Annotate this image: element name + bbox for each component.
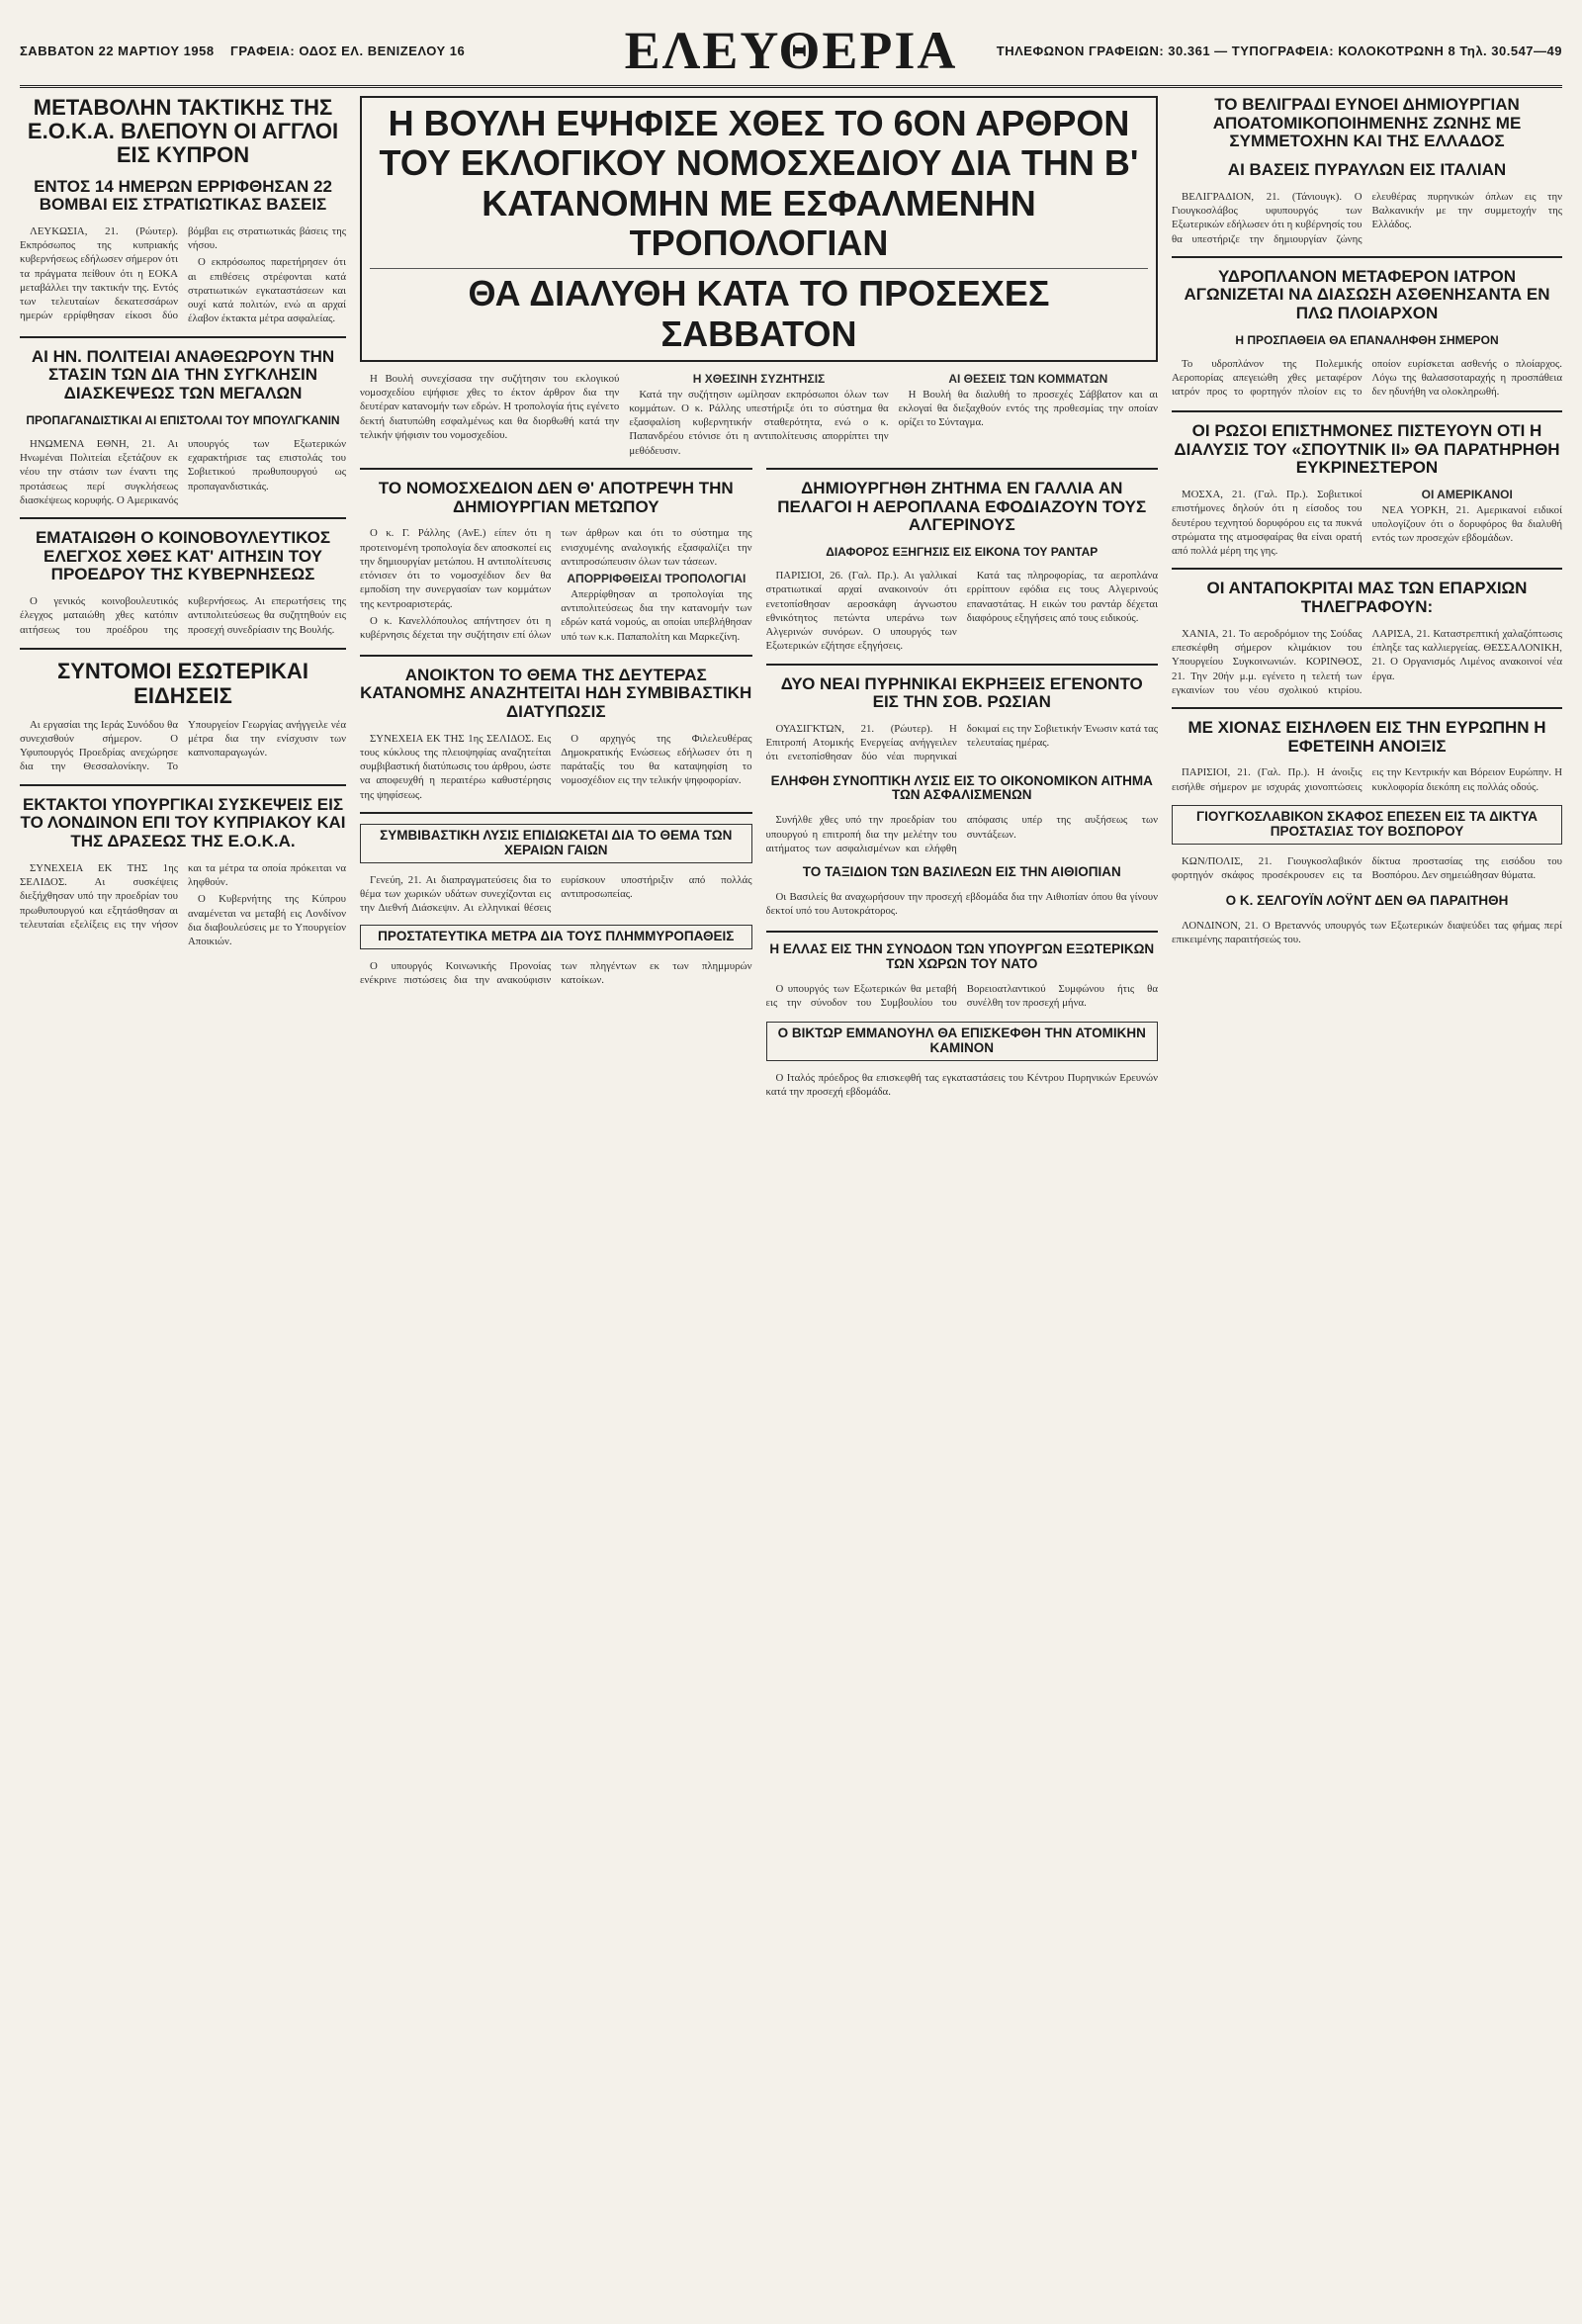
headline-front: ΤΟ ΝΟΜΟΣΧΕΔΙΟΝ ΔΕΝ Θ' ΑΠΟΤΡΕΨΗ ΤΗΝ ΔΗΜΙΟΥΡΓΙΑΝ ΜΕΤΩΠΟΥ [378,478,734,516]
column-1 [20,96,346,2286]
article-allocation [360,732,752,802]
paragraph: ΧΑΝΙΑ, 21. Το αεροδρόμιον της Σούδας επεσκέφθη σήμερον κλιμάκιον του Υπουργείου Συγκοινωνιών. ΚΟΡΙΝΘΟΣ, 21. Την 20ήν μ.μ. εγένετο η τελετή των εγκαινίων του νέου σχολικού κτιρίου. ΛΑΡΙΣΑ, 21. Καταστρεπτική χαλαζόπτωσις έπληξε τας καλλιεργείας. ΘΕΣΣΑΛΟΝΙΚΗ, 21. Ο Οργανισμός Λιμένος ανακοινοί νέα έργα. [1172,627,1562,696]
paragraph: Το υδροπλάνον της Πολεμικής Αεροπορίας απεγειώθη χθες μεταφέρον ιατρόν προς το φορτηγόν πλοίον εις το οποίον ευρίσκεται ασθενής ο πλοίαρχος. Λόγω της θαλασσοταραχής η προσπάθεια δεν ηδυνήθη να ολοκληρωθή. [1172,357,1562,399]
column-3 [766,468,1159,2286]
subheading-amendments: ΑΠΟΡΡΙΦΘΕΙΣΑΙ ΤΡΟΠΟΛΟΓΙΑΙ [567,572,747,586]
paragraph: ΛΕΥΚΩΣΙΑ, 21. (Ρώυτερ). Εκπρόσωπος της κυπριακής κυβερνήσεως εδήλωσεν σήμερον ότι τα πράγματα πείθουν ότι η ΕΟΚΑ μεταβάλλει την τακτικήν της. Εντός των τελευταίων δεκατεσσάρων ημερών ερρίφθησαν είκοσι δύο βόμβαι εις στρατιωτικάς βάσεις της νήσου. [20,224,346,322]
article-france [766,569,1159,654]
article-sputnik [1172,488,1562,558]
paragraph: Οι Βασιλείς θα αναχωρήσουν την προσεχή εβδομάδα δια την Αιθιοπίαν όπου θα γίνουν δεκτοί υπό του Αυτοκράτορος. [765,890,1158,918]
column-4 [1172,96,1562,2286]
paragraph: ΟΥΑΣΙΓΚΤΩΝ, 21. (Ρώυτερ). Η Επιτροπή Ατομικής Ενεργείας ανήγγειλεν ότι ενετοπίσθησαν δύο νέαι πυρηνικαί δοκιμαί εις την Σοβιετικήν Ένωσιν κατά τας τελευταίας ημέρας. [765,722,1158,763]
headline-sputnik: ΟΙ ΡΩΣΟΙ ΕΠΙΣΤΗΜΟΝΕΣ ΠΙΣΤΕΥΟΥΝ ΟΤΙ Η ΔΙΑΛΥΣΙΣ ΤΟΥ «ΣΠΟΥΤΝΙΚ ΙΙ» ΘΑ ΠΑΡΑΤΗΡΗΘΗ ΕΥΚΡΙΝΕΣΤΕΡΟΝ [1174,421,1560,478]
column-2 [360,468,752,2286]
headline-domestic-news: ΣΥΝΤΟΜΟΙ ΕΣΩΤΕΡΙΚΑΙ ΕΙΔΗΣΕΙΣ [57,659,308,708]
article-insured [766,813,1159,855]
paragraph: Κατά την συζήτησιν ωμίλησαν εκπρόσωποι όλων των κομμάτων. Ο κ. Ράλλης υπεστήριξε ότι το σύστημα θα εξασφαλίση κυβερνητικήν σταθερότητα, ενώ ο κ. Παπανδρέου ετόνισε ότι η αντιπολίτευσις απορρίπτει την μεθόδευσιν. [629,388,889,457]
article-domestic-news [20,718,346,774]
article-front [360,526,752,644]
subheadline-radar: ΔΙΑΦΟΡΟΣ ΕΞΗΓΗΣΙΣ ΕΙΣ ΕΙΚΟΝΑ ΤΟΥ ΡΑΝΤΑΡ [826,545,1099,560]
paragraph: ΠΑΡΙΣΙΟΙ, 26. (Γαλ. Πρ.). Αι γαλλικαί στρατιωτικαί αρχαί ανακοινούν ότι ενετοπίσθησαν αεροσκάφη άγνωστου εθνικότητος πετώντα υπεράνω των Αλγερινών συνόρων. Ο υπουργός των Εξωτερικών εζήτησε εξηγήσεις. [765,570,957,653]
subheadline-missiles: ΑΙ ΒΑΣΕΙΣ ΠΥΡΑΥΛΩΝ ΕΙΣ ΙΤΑΛΙΑΝ [1227,160,1507,180]
article-flood [360,959,752,989]
paragraph: ΣΥΝΕΧΕΙΑ ΕΚ ΤΗΣ 1ης ΣΕΛΙΔΟΣ. Εις τους κύκλους της πλειοψηφίας αναζητείται συμβιβαστική διατύπωσις του άρθρου, ώστε να αποφευχθή η περαιτέρω καθυστέρησις της ψηφίσεως. [360,732,552,801]
columns [20,96,1562,2286]
headline-belgrade: ΤΟ ΒΕΛΙΓΡΑΔΙ ΕΥΝΟΕΙ ΔΗΜΙΟΥΡΓΙΑΝ ΑΠΟΑΤΟΜΙΚΟΠΟΙΗΜΕΝΗΣ ΖΩΝΗΣ ΜΕ ΣΥΜΜΕΤΟΧΗΝ ΚΑΙ ΤΗΣ ΕΛΛΑΔΟΣ [1212,96,1522,151]
paragraph: Η Βουλή συνεχίσασα την συζήτησιν του εκλογικού νομοσχεδίου εψήφισε χθες το έκτον άρθρον δια την δευτέραν κατανομήν των εδρών. Η τροπολογία ήτις εγένετο δεκτή διατυπώθη εσφαλμένως και θα διορθωθή κατά την τελικήν ψήφισιν του νομοσχεδίου. [360,372,620,441]
headline-london-meetings: ΕΚΤΑΚΤΟΙ ΥΠΟΥΡΓΙΚΑΙ ΣΥΣΚΕΨΕΙΣ ΕΙΣ ΤΟ ΛΟΝΔΙΝΟΝ ΕΠΙ ΤΟΥ ΚΥΠΡΙΑΚΟΥ ΚΑΙ ΤΗΣ ΔΡΑΣΕΩΣ ΤΗΣ Ε.Ο.Κ.Α. [20,794,346,851]
divider [360,655,752,657]
headline-allocation: ΑΝΟΙΚΤΟΝ ΤΟ ΘΕΜΑ ΤΗΣ ΔΕΥΤΕΡΑΣ ΚΑΤΑΝΟΜΗΣ ΑΝΑΖΗΤΕΙΤΑΙ ΗΔΗ ΣΥΜΒΙΒΑΣΤΙΚΗ ΔΙΑΤΥΠΩΣΙΣ [360,665,752,721]
article-seaplane [1172,357,1562,401]
masthead [20,20,1562,88]
headline-france: ΔΗΜΙΟΥΡΓΗΘΗ ΖΗΤΗΜΑ ΕΝ ΓΑΛΛΙΑ ΑΝ ΠΕΛΑΓΟΙ Η ΑΕΡΟΠΛΑΝΑ ΕΦΟΔΙΑΖΟΥΝ ΤΟΥΣ ΑΛΓΕΡΙΝΟΥΣ [777,478,1147,535]
paragraph: Ο κ. Γ. Ράλλης (ΑνΕ.) είπεν ότι η προτεινομένη τροπολογία δεν αποσκοπεί εις την δημιουργίαν μετώπου. Η αντιπολίτευσις ετόνισεν ότι το νομοσχέδιον δεν θα εμποδίση την συνεργασίαν των κομμάτων της κεντροαριστεράς. [360,527,552,610]
masthead-left [20,44,595,58]
subheadline-bulganin: ΠΡΟΠΑΓΑΝΔΙΣΤΙΚΑΙ ΑΙ ΕΠΙΣΤΟΛΑΙ ΤΟΥ ΜΠΟΥΛΓΚΑΝΙΝ [26,412,340,427]
paragraph: Ο αρχηγός της Φιλελευθέρας Δημοκρατικής Ενώσεως εδήλωσεν ότι η παράταξίς του θα καταψηφίση το νομοσχέδιον εις την τελικήν ψηφοφορίαν. [561,732,752,787]
paragraph: Ο Κυβερνήτης της Κύπρου αναμένεται να μεταβή εις Λονδίνον δια διαβουλεύσεις με το Υπουργείον Αποικιών. [188,893,346,947]
article-bosporus [1172,854,1562,884]
article-victor [766,1071,1159,1103]
lead-article [360,372,1158,458]
newspaper-page [20,20,1562,2284]
office-address: ΓΡΑΦΕΙΑ: ΟΔΟΣ ΕΛ. ΒΕΝΙΖΕΛΟΥ 16 [230,43,466,58]
subheadline-retry: Η ΠΡΟΣΠΑΘΕΙΑ ΘΑ ΕΠΑΝΑΛΗΦΘΗ ΣΗΜΕΡΟΝ [1235,332,1499,347]
headline-snow: ΜΕ ΧΙΟΝΑΣ ΕΙΣΗΛΘΕΝ ΕΙΣ ΤΗΝ ΕΥΡΩΠΗΝ Η ΕΦΕΤΕΙΝΗ ΑΝΟΙΞΙΣ [1187,718,1546,756]
subheadline-bombs: ΕΝΤΟΣ 14 ΗΜΕΡΩΝ ΕΡΡΙΦΘΗΣΑΝ 22 ΒΟΜΒΑΙ ΕΙΣ ΣΤΡΑΤΙΩΤΙΚΑΣ ΒΑΣΕΙΣ [34,176,332,215]
divider [1172,256,1562,258]
paragraph: ΜΟΣΧΑ, 21. (Γαλ. Πρ.). Σοβιετικοί επιστήμονες δηλούν ότι η είσοδος του δευτέρου τεχνητού δορυφόρου εις τα πυκνά στρώματα της ατμοσφαίρας θα είναι ορατή από πολλά μέρη της γης. [1172,489,1362,558]
paragraph: Ο υπουργός των Εξωτερικών θα μεταβή εις την σύνοδον του Συμβουλίου του Βορειοατλαντικού Συμφώνου ήτις θα συνέλθη τον προσεχή μήνα. [765,983,1158,1010]
subheading-americans: ΟΙ ΑΜΕΡΙΚΑΝΟΙ [1421,488,1513,502]
article-usa [20,437,346,507]
article-london-meetings [20,861,346,949]
paragraph: Γενεύη, 21. Αι διαπραγματεύσεις δια το θέμα των χωρικών υδάτων συνεχίζονται εις την Διεθνή Διάσκεψιν. Αι ελληνικαί θέσεις ευρίσκουν υποστήριξιν από πολλάς αντιπροσωπείας. [360,873,752,915]
lead-headline-2: ΘΑ ΔΙΑΛΥΘΗ ΚΑΤΑ ΤΟ ΠΡΟΣΕΧΕΣ ΣΑΒΒΑΤΟΝ [468,273,1050,354]
headline-bosporus: ΓΙΟΥΓΚΟΣΛΑΒΙΚΟΝ ΣΚΑΦΟΣ ΕΠΕΣΕΝ ΕΙΣ ΤΑ ΔΙΚΤΥΑ ΠΡΟΣΤΑΣΙΑΣ ΤΟΥ ΒΟΣΠΟΡΟΥ [1172,805,1562,845]
divider [360,812,752,814]
paragraph: Απερρίφθησαν αι τροπολογίαι της αντιπολιτεύσεως δια την κατανομήν των εδρών κατά νομούς, αι οποίαι υπεβλήθησαν υπό των κ.κ. Παπαπολίτη και Μαρκεζίνη. [561,587,752,643]
article-lloyd [1172,919,1562,950]
article-parliament [20,594,346,638]
headline-cyprus: ΜΕΤΑΒΟΛΗΝ ΤΑΚΤΙΚΗΣ ΤΗΣ Ε.Ο.Κ.Α. ΒΛΕΠΟΥΝ ΟΙ ΑΓΓΛΟΙ ΕΙΣ ΚΥΠΡΟΝ [27,96,339,168]
paragraph: ΝΕΑ ΥΟΡΚΗ, 21. Αμερικανοί ειδικοί υπολογίζουν ότι ο δορυφόρος θα διαλυθή εντός των προσεχών εβδομάδων. [1371,503,1562,545]
divider [20,517,346,519]
headline-correspondents: ΟΙ ΑΝΤΑΠΟΚΡΙΤΑΙ ΜΑΣ ΤΩΝ ΕΠΑΡΧΙΩΝ ΤΗΛΕΓΡΑΦΟΥΝ: [1206,579,1528,617]
article-belgrade [1172,190,1562,246]
headline-usa: ΑΙ ΗΝ. ΠΟΛΙΤΕΙΑΙ ΑΝΑΘΕΩΡΟΥΝ ΤΗΝ ΣΤΑΣΙΝ ΤΩΝ ΔΙΑ ΤΗΝ ΣΥΓΚΛΗΣΙΝ ΔΙΑΣΚΕΨΕΩΣ ΤΩΝ ΜΕΓΑΛΩΝ [31,346,335,403]
divider [1172,568,1562,570]
paragraph: ΣΥΝΕΧΕΙΑ ΕΚ ΤΗΣ 1ης ΣΕΛΙΔΟΣ. Αι συσκέψεις διεξήχθησαν υπό την προεδρίαν του πρωθυπουργού και εξητάσθησαν αι τελευταίαι εξελίξεις εις την νήσον και τα μέτρα τα οποία πρόκειται να ληφθούν. [20,861,346,931]
divider [20,784,346,786]
headline-lloyd: Ο Κ. ΣΕΛΓΟΥΪΝ ΛΟΫΝΤ ΔΕΝ ΘΑ ΠΑΡΑΙΤΗΘΗ [1225,893,1509,909]
headline-compromise: ΣΥΜΒΙΒΑΣΤΙΚΗ ΛΥΣΙΣ ΕΠΙΔΙΩΚΕΤΑΙ ΔΙΑ ΤΟ ΘΕΜΑ ΤΩΝ ΧΕΡΑΙΩΝ ΓΑΙΩΝ [360,824,752,863]
paragraph: ΛΟΝΔΙΝΟΝ, 21. Ο Βρεταννός υπουργός των Εξωτερικών διαψεύδει τας φήμας περί επικειμένης παραιτήσεώς του. [1172,919,1562,946]
headline-flood: ΠΡΟΣΤΑΤΕΥΤΙΚΑ ΜΕΤΡΑ ΔΙΑ ΤΟΥΣ ΠΛΗΜΜΥΡΟΠΑΘΕΙΣ [360,925,752,949]
lead-headline: Η ΒΟΥΛΗ ΕΨΗΦΙΣΕ ΧΘΕΣ ΤΟ 6ΟΝ ΑΡΘΡΟΝ ΤΟΥ ΕΚΛΟΓΙΚΟΥ ΝΟΜΟΣΧΕΔΙΟΥ ΔΙΑ ΤΗΝ Β' ΚΑΤΑΝΟΜΗΝ ΜΕ ΕΣΦΑΛΜΕΝΗΝ ΤΡΟΠΟΛΟΓΙΑΝ [379,103,1139,263]
divider [360,468,752,470]
issue-date: ΣΑΒΒΑΤΟΝ 22 ΜΑΡΤΙΟΥ 1958 [20,43,215,58]
lower-columns [360,468,1158,2286]
paragraph: Κατά τας πληροφορίας, τα αεροπλάνα ερρίπτουν εφόδια εις τους Αλγερινούς επαναστάτας. Η εικών του ραντάρ δέχεται διαφόρους εξηγήσεις από τους ειδικούς. [966,570,1158,624]
divider [20,648,346,650]
headline-victor: Ο ΒΙΚΤΩΡ ΕΜΜΑΝΟΥΗΛ ΘΑ ΕΠΙΣΚΕΦΘΗ ΤΗΝ ΑΤΟΜΙΚΗΝ ΚΑΜΙΝΟΝ [766,1022,1159,1061]
article-snow [1172,765,1562,795]
article-royal-trip [766,890,1159,922]
article-compromise [360,873,752,916]
divider [766,664,1159,666]
lead-story [360,96,1158,362]
divider [1172,410,1562,412]
headline-nuclear: ΔΥΟ ΝΕΑΙ ΠΥΡΗΝΙΚΑΙ ΕΚΡΗΞΕΙΣ ΕΓΕΝΟΝΤΟ ΕΙΣ ΤΗΝ ΣΟΒ. ΡΩΣΙΑΝ [780,673,1143,712]
divider [1172,707,1562,709]
paragraph: ΗΝΩΜΕΝΑ ΕΘΝΗ, 21. Αι Ηνωμέναι Πολιτείαι εξετάζουν εκ νέου την στάσιν των έναντι της προτάσεως περί συγκλήσεως διασκέψεως κορυφής. Ο Αμερικανός υπουργός των Εξωτερικών εχαρακτήρισε τας επιστολάς του Σοβιετικού πρωθυπουργού ως προπαγανδιστικάς. [20,437,346,506]
paragraph: ΒΕΛΙΓΡΑΔΙΟΝ, 21. (Τάνιουγκ). Ο Γιουγκοσλάβος υφυπουργός των Εξωτερικών εδήλωσεν ότι η κυβέρνησίς του θα υπεστήριζε την δημιουργίαν ζώνης ελευθέρας πυρηνικών όπλων εις την Βαλκανικήν με την συμμετοχήν της Ελλάδος. [1172,190,1562,245]
divider [20,336,346,338]
paragraph: Ο εκπρόσωπος παρετήρησεν ότι αι επιθέσεις στρέφονται κατά στρατιωτικών εγκαταστάσεων και ουχί κατά πολιτών, ενώ αι αρχαί έλαβον έκτακτα μέτρα ασφαλείας. [188,256,346,325]
lead-subheading-2: ΑΙ ΘΕΣΕΙΣ ΤΩΝ ΚΟΜΜΑΤΩΝ [948,371,1108,386]
article-cyprus [20,224,346,326]
paragraph: Η Βουλή θα διαλυθή το προσεχές Σάββατον και αι εκλογαί θα διεξαχθούν εντός της προθεσμίας την οποίαν ορίζει το Σύνταγμα. [898,388,1158,429]
article-correspondents [1172,627,1562,697]
article-nato [766,982,1159,1012]
paragraph: Ο γενικός κοινοβουλευτικός έλεγχος ματαιώθη χθες κατόπιν αιτήσεως του προέδρου της κυβερνήσεως. Αι επερωτήσεις της αντιπολιτεύσεως θα συζητηθούν εις προσεχή συνεδρίασιν της Βουλής. [20,595,346,636]
divider [766,931,1159,933]
paragraph: Ο Ιταλός πρόεδρος θα επισκεφθή τας εγκαταστάσεις του Κέντρου Πυρηνικών Ερευνών κατά την προσεχή εβδομάδα. [765,1071,1158,1099]
column-2-3 [360,96,1158,2286]
headline-nato: Η ΕΛΛΑΣ ΕΙΣ ΤΗΝ ΣΥΝΟΔΟΝ ΤΩΝ ΥΠΟΥΡΓΩΝ ΕΞΩΤΕΡΙΚΩΝ ΤΩΝ ΧΩΡΩΝ ΤΟΥ ΝΑΤΟ [769,941,1155,972]
headline-parliament: ΕΜΑΤΑΙΩΘΗ Ο ΚΟΙΝΟΒΟΥΛΕΥΤΙΚΟΣ ΕΛΕΓΧΟΣ ΧΘΕΣ ΚΑΤ' ΑΙΤΗΣΙΝ ΤΟΥ ΠΡΟΕΔΡΟΥ ΤΗΣ ΚΥΒΕΡΝΗΣΕΩΣ [35,528,331,584]
paragraph: ΚΩΝ/ΠΟΛΙΣ, 21. Γιουγκοσλαβικόν φορτηγόν σκάφος προσέκρουσεν εις τα δίκτυα προστασίας της εισόδου του Βοσπόρου. Δεν σημειώθησαν θύματα. [1172,855,1562,882]
paragraph: Αι εργασίαι της Ιεράς Συνόδου θα συνεχισθούν σήμερον. Ο Υφυπουργός Προεδρίας ανεχώρησε δια την Θεσσαλονίκην. Το Υπουργείον Γεωργίας ανήγγειλε νέα μέτρα δια την ενίσχυσιν των καπνοπαραγωγών. [20,718,346,773]
headline-seaplane: ΥΔΡΟΠΛΑΝΟΝ ΜΕΤΑΦΕΡΟΝ ΙΑΤΡΟΝ ΑΓΩΝΙΖΕΤΑΙ ΝΑ ΔΙΑΣΩΣΗ ΑΣΘΕΝΗΣΑΝΤΑ ΕΝ ΠΛΩ ΠΛΟΙΑΡΧΟΝ [1184,266,1550,323]
paragraph: Συνήλθε χθες υπό την προεδρίαν του υπουργού η επιτροπή δια την μελέτην του αιτήματος των ασφαλισμένων και ελήφθη απόφασις υπέρ της αυξήσεως των συντάξεων. [765,814,1158,854]
divider [370,268,1148,269]
newspaper-title: ΕΛΕΥΘΕΡΙΑ [624,21,958,80]
paragraph: Ο υπουργός Κοινωνικής Προνοίας ενέκρινε πιστώσεις δια την ανακούφισιν των πληγέντων εκ των πλημμυρών κατοίκων. [360,960,752,987]
paragraph: Ο κ. Κανελλόπουλος απήντησεν ότι η κυβέρνησις δέχεται την συζήτησιν επί όλων των άρθρων και ότι το σύστημα της ενισχυμένης αναλογικής εξασφαλίζει την αντιπροσώπευσιν όλων των τάσεων. [360,527,752,642]
headline-royal-trip: ΤΟ ΤΑΞΙΔΙΟΝ ΤΩΝ ΒΑΣΙΛΕΩΝ ΕΙΣ ΤΗΝ ΑΙΘΙΟΠΙΑΝ [802,864,1121,880]
divider [766,468,1159,470]
paragraph: ΠΑΡΙΣΙΟΙ, 21. (Γαλ. Πρ.). Η άνοιξις εισήλθε σήμερον με ισχυράς χιονοπτώσεις εις την Κεντρικήν και Βόρειον Ευρώπην. Η κυκλοφορία διεκόπη εις πολλάς οδούς. [1172,766,1562,793]
headline-insured: ΕΛΗΦΘΗ ΣΥΝΟΠΤΙΚΗ ΛΥΣΙΣ ΕΙΣ ΤΟ ΟΙΚΟΝΟΜΙΚΟΝ ΑΙΤΗΜΑ ΤΩΝ ΑΣΦΑΛΙΣΜΕΝΩΝ [770,772,1153,803]
lead-subheading-1: Η ΧΘΕΣΙΝΗ ΣΥΖΗΤΗΣΙΣ [692,371,826,386]
masthead-phones: ΤΗΛΕΦΩΝΟΝ ΓΡΑΦΕΙΩΝ: 30.361 — ΤΥΠΟΓΡΑΦΕΙΑ: ΚΟΛΟΚΟΤΡΩΝΗ 8 Τηλ. 30.547—49 [996,43,1562,58]
article-nuclear [766,722,1159,764]
